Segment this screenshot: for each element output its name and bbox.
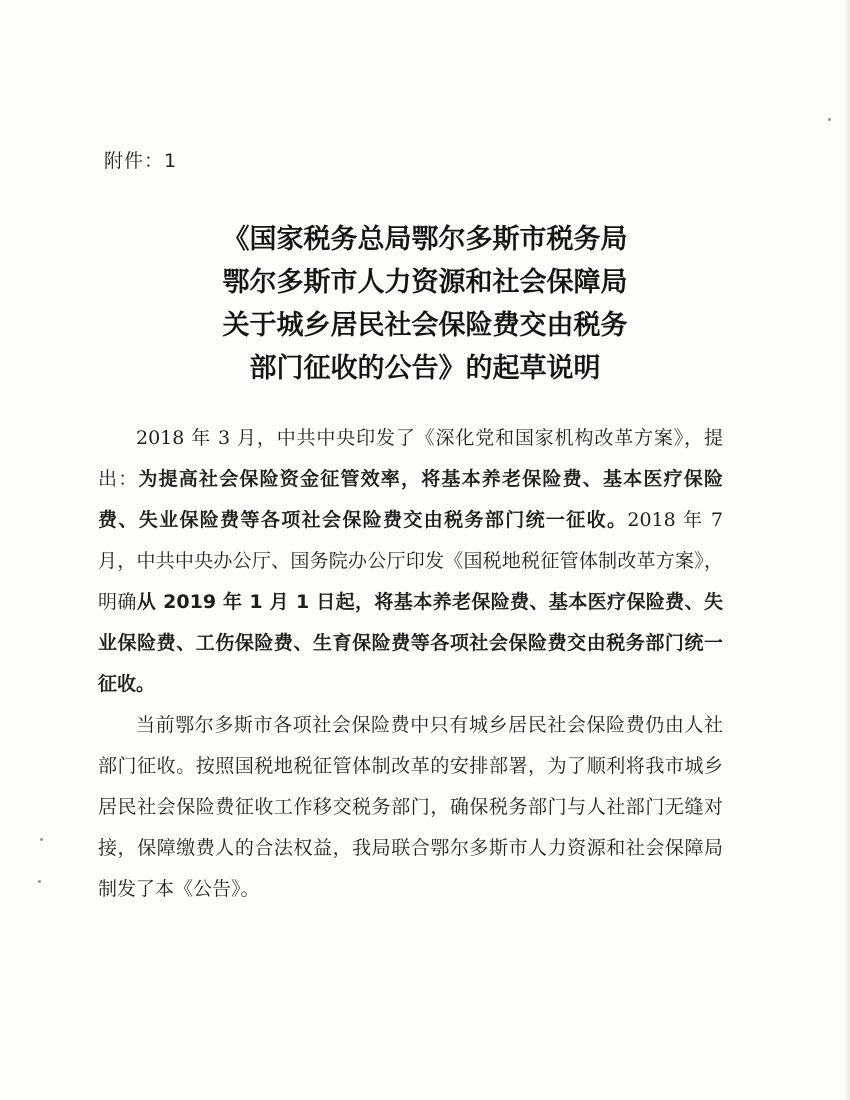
paragraph-1-bold-b: 从 2019 年 1 月 1 日起，将基本养老保险费、基本医疗保险费、失业保险费、工伤保险费、生育保险费等各项社会保险费交由税务部门统一征收。: [98, 591, 723, 695]
paragraph-1-bold-a: 为提高社会保险资金征管效率，将基本养老保险费、基本医疗保险费、失业保险费等各项社会保险费交由税务部门统一征收。: [98, 468, 723, 531]
scan-speck: [828, 118, 831, 121]
paragraph-1-text-a: 2018 年 3 月，中共中央印发了《深化党和国家机构改革方案》，提出：: [98, 427, 723, 490]
paragraph-1: [98, 418, 723, 705]
document-body: [98, 418, 723, 910]
title-line-1: 《国家税务总局鄂尔多斯市税务局: [222, 224, 628, 255]
scan-speck: [40, 838, 43, 841]
document-title: [100, 218, 750, 390]
scan-speck: [38, 880, 41, 883]
paragraph-1-text-b: 2018 年 7 月，中共中央办公厅、国务院办公厅印发《国税地税征管体制改革方案》，明确: [98, 509, 723, 613]
scan-edge-shadow: [844, 0, 850, 1100]
title-line-3: 关于城乡居民社会保险费交由税务: [222, 310, 628, 341]
title-line-4: 部门征收的公告》的起草说明: [249, 353, 601, 384]
title-line-2: 鄂尔多斯市人力资源和社会保障局: [222, 267, 628, 298]
paragraph-2: 当前鄂尔多斯市各项社会保险费中只有城乡居民社会保险费仍由人社部门征收。按照国税地税征管体制改革的安排部署，为了顺利将我市城乡居民社会保险费征收工作移交税务部门，确保税务部门与人社部门无缝对接，保障缴费人的合法权益，我局联合鄂尔多斯市人力资源和社会保障局制发了本《公告》。: [98, 714, 723, 900]
attachment-label: 附件：1: [104, 150, 178, 172]
